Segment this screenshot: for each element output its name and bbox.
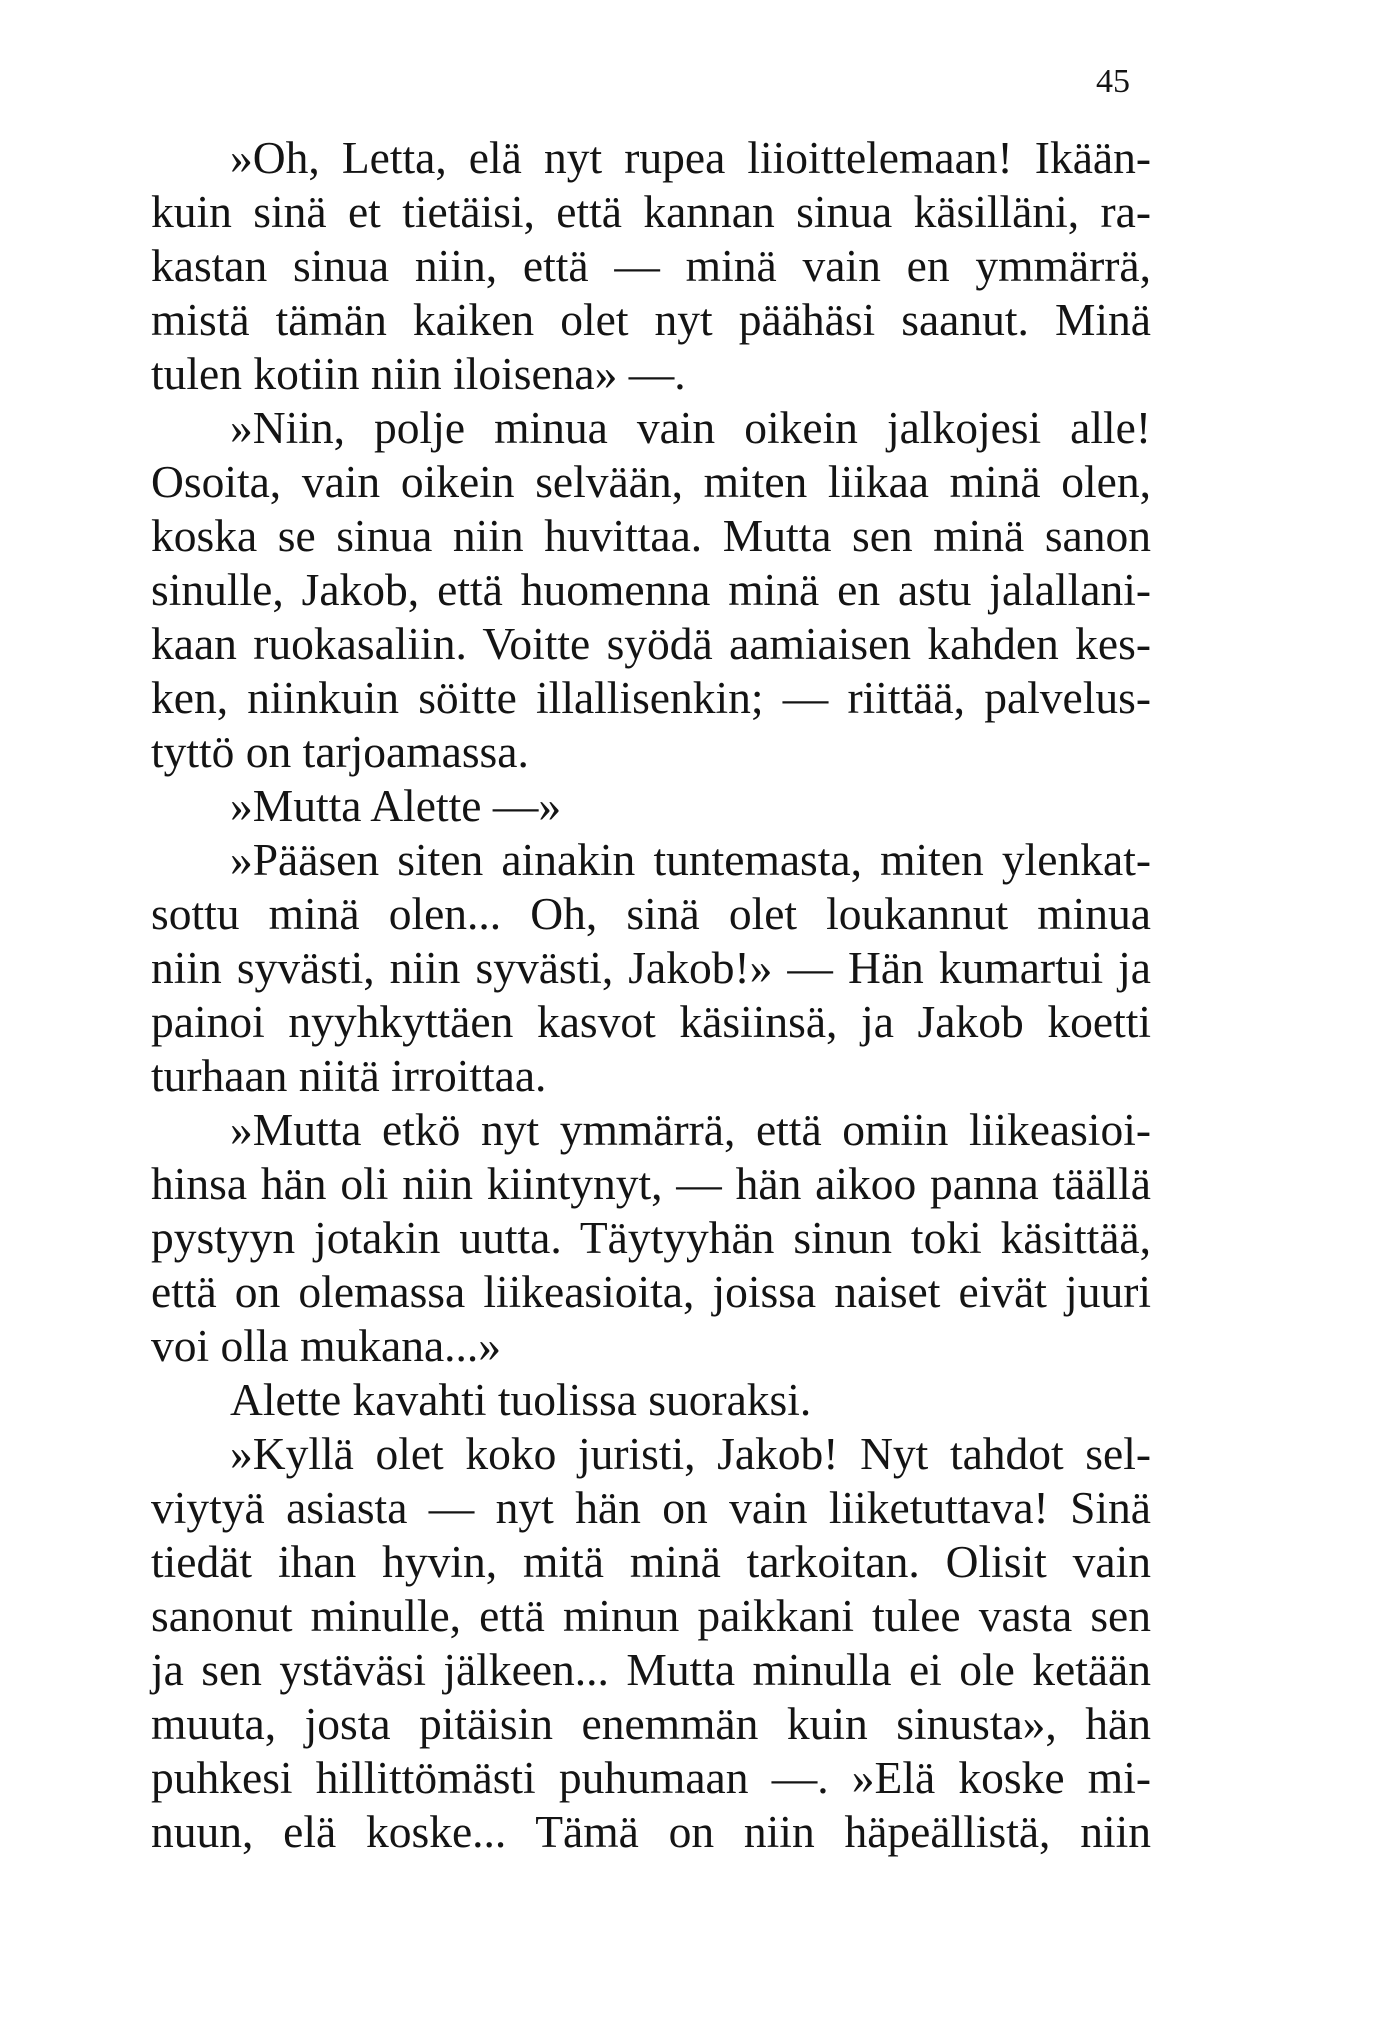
text-line: Osoita, vain oikein selvään, miten liikaa minä olen, — [151, 456, 1151, 507]
text-line: että on olemassa liikeasioita, joissa naiset eivät juuri — [151, 1266, 1151, 1317]
text-line: kaan ruokasaliin. Voitte syödä aamiaisen kahden kes- — [151, 618, 1151, 669]
text-line: Alette kavahti tuolissa suoraksi. — [230, 1374, 812, 1425]
text-line: voi olla mukana...» — [151, 1320, 502, 1371]
text-line: mistä tämän kaiken olet nyt päähäsi saanut. Minä — [151, 294, 1151, 345]
text-line: »Oh, Letta, elä nyt rupea liioittelemaan! Ikään- — [230, 132, 1151, 183]
text-line: »Mutta etkö nyt ymmärrä, että omiin liikeasioi- — [230, 1104, 1151, 1155]
text-line: hinsa hän oli niin kiintynyt, — hän aikoo panna täällä — [151, 1158, 1151, 1209]
text-line: muuta, josta pitäisin enemmän kuin sinusta», hän — [151, 1698, 1151, 1749]
text-line: pystyyn jotakin uutta. Täytyyhän sinun toki käsittää, — [151, 1212, 1151, 1263]
text-line: »Niin, polje minua vain oikein jalkojesi alle! — [230, 402, 1151, 453]
text-line: niin syvästi, niin syvästi, Jakob!» — Hän kumartui ja — [151, 942, 1151, 993]
text-line: »Mutta Alette —» — [230, 780, 562, 831]
text-line: sinulle, Jakob, että huomenna minä en astu jalallani- — [151, 564, 1151, 615]
text-line: kuin sinä et tietäisi, että kannan sinua käsilläni, ra- — [151, 186, 1151, 237]
text-line: tiedät ihan hyvin, mitä minä tarkoitan. Olisit vain — [151, 1536, 1151, 1587]
text-line: koska se sinua niin huvittaa. Mutta sen minä sanon — [151, 510, 1151, 561]
text-line: nuun, elä koske... Tämä on niin häpeällistä, niin — [151, 1806, 1151, 1857]
text-line: ja sen ystäväsi jälkeen... Mutta minulla ei ole ketään — [151, 1644, 1151, 1695]
text-line: tyttö on tarjoamassa. — [151, 726, 529, 777]
text-line: tulen kotiin niin iloisena» —. — [151, 348, 686, 399]
text-line: sottu minä olen... Oh, sinä olet loukannut minua — [151, 888, 1151, 939]
text-line: turhaan niitä irroittaa. — [151, 1050, 547, 1101]
text-line: kastan sinua niin, että — minä vain en ymmärrä, — [151, 240, 1151, 291]
text-line: »Kyllä olet koko juristi, Jakob! Nyt tahdot sel- — [230, 1428, 1151, 1479]
text-line: painoi nyyhkyttäen kasvot käsiinsä, ja Jakob koetti — [151, 996, 1151, 1047]
text-line: »Pääsen siten ainakin tuntemasta, miten ylenkat- — [230, 834, 1151, 885]
text-line: ken, niinkuin söitte illallisenkin; — riittää, palvelus- — [151, 672, 1151, 723]
page-number: 45 — [1096, 63, 1130, 100]
text-line: sanonut minulle, että minun paikkani tulee vasta sen — [151, 1590, 1151, 1641]
text-line: puhkesi hillittömästi puhumaan —. »Elä koske mi- — [151, 1752, 1151, 1803]
text-line: viytyä asiasta — nyt hän on vain liiketuttava! Sinä — [151, 1482, 1151, 1533]
